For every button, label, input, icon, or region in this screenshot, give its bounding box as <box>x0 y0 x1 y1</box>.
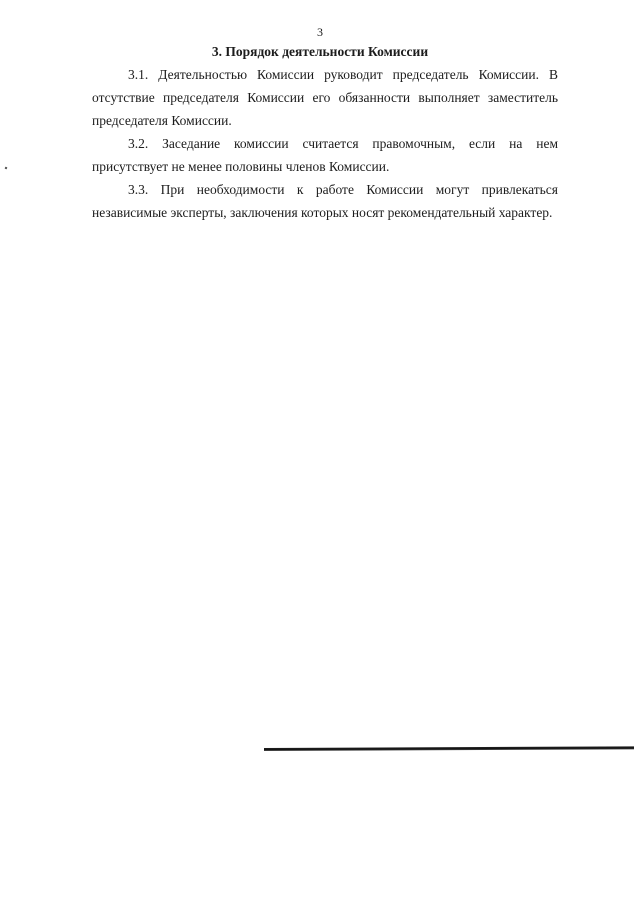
section-heading: 3. Порядок деятельности Комиссии <box>211 44 429 59</box>
paragraph-3-2: 3.2. Заседание комиссии считается правомочным, если на нем присутствует не менее половины членов Комиссии. <box>92 136 558 174</box>
horizontal-rule <box>264 746 634 751</box>
scan-speck <box>5 167 8 170</box>
section-body <box>92 63 558 224</box>
page-number: 3 <box>317 25 323 39</box>
paragraph-3-1: 3.1. Деятельностью Комиссии руководит председатель Комиссии. В отсутствие председателя Комиссии его обязанности выполняет заместитель председателя Комиссии. <box>92 67 558 128</box>
paragraph-3-3: 3.3. При необходимости к работе Комиссии могут привлекаться независимые эксперты, заключения которых носят рекомендательный характер. <box>92 182 558 220</box>
